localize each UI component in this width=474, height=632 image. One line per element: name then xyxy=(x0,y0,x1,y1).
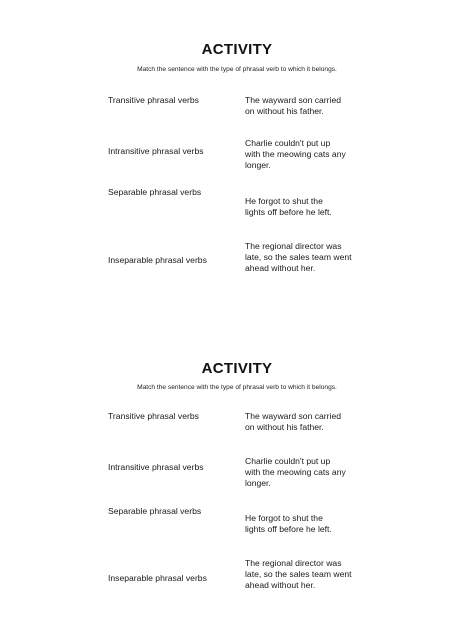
sentence-line: The wayward son carried xyxy=(245,95,342,105)
sentence-4 xyxy=(245,558,375,592)
sentence-line: lights off before he left. xyxy=(245,524,332,535)
activity-title: ACTIVITY xyxy=(201,360,273,377)
sentence-line: lights off before he left. xyxy=(245,207,332,218)
sentence-line: late, so the sales team went xyxy=(245,569,352,580)
activity-sheet-2 xyxy=(0,319,474,619)
term-separable: Separable phrasal verbs xyxy=(108,187,202,197)
sentence-2 xyxy=(245,456,375,490)
sentence-line: longer. xyxy=(245,478,271,489)
term-transitive: Transitive phrasal verbs xyxy=(108,411,199,421)
activity-instructions: Match the sentence with the type of phrasal verb to which it belongs. xyxy=(137,384,337,391)
sentence-1 xyxy=(245,411,375,433)
sentence-line: ahead without her. xyxy=(245,263,316,274)
sentence-1 xyxy=(245,95,375,117)
sentence-line: on without his father. xyxy=(245,422,324,433)
term-inseparable: Inseparable phrasal verbs xyxy=(108,255,207,265)
term-intransitive: Intransitive phrasal verbs xyxy=(108,462,204,472)
sentence-line: The regional director was xyxy=(245,558,342,568)
sentence-line: Charlie couldn't put up xyxy=(245,138,331,148)
activity-sheet-1 xyxy=(0,0,474,300)
activity-title: ACTIVITY xyxy=(201,41,273,58)
sentence-line: with the meowing cats any xyxy=(245,467,346,478)
sentence-3 xyxy=(245,196,375,218)
sentence-line: late, so the sales team went xyxy=(245,252,352,263)
sentence-3 xyxy=(245,513,375,535)
sentence-2 xyxy=(245,138,375,172)
activity-instructions: Match the sentence with the type of phrasal verb to which it belongs. xyxy=(137,66,337,73)
sentence-line: He forgot to shut the xyxy=(245,196,323,206)
sentence-line: The wayward son carried xyxy=(245,411,342,421)
sentence-line: He forgot to shut the xyxy=(245,513,323,523)
sentence-line: longer. xyxy=(245,160,271,171)
sentence-line: Charlie couldn't put up xyxy=(245,456,331,466)
sentence-line: ahead without her. xyxy=(245,580,316,591)
term-transitive: Transitive phrasal verbs xyxy=(108,95,199,105)
sentence-line: with the meowing cats any xyxy=(245,149,346,160)
sentence-4 xyxy=(245,241,375,275)
term-inseparable: Inseparable phrasal verbs xyxy=(108,573,207,583)
sentence-line: The regional director was xyxy=(245,241,342,251)
sentence-line: on without his father. xyxy=(245,106,324,117)
term-intransitive: Intransitive phrasal verbs xyxy=(108,146,204,156)
term-separable: Separable phrasal verbs xyxy=(108,506,202,516)
